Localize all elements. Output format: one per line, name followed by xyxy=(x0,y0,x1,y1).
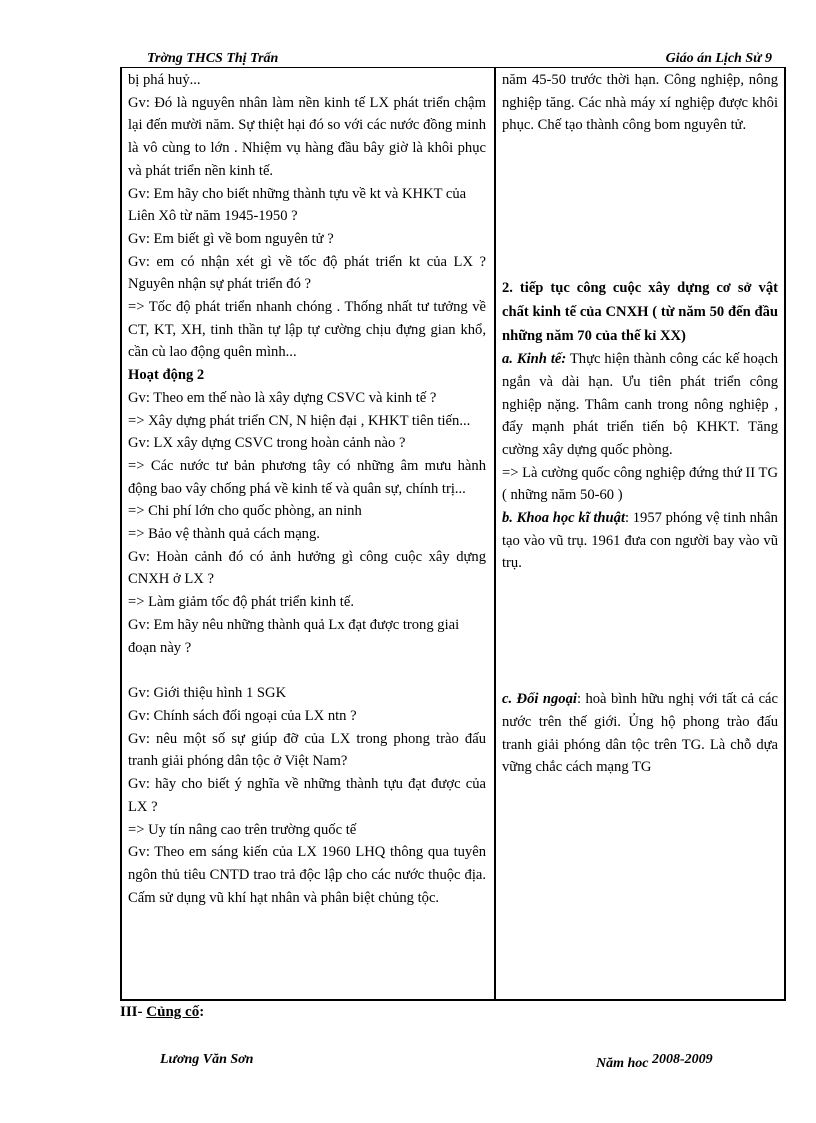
activity-2-heading: Hoạt động 2 xyxy=(128,367,205,384)
footer-year: 2008-2009 xyxy=(652,1052,713,1067)
footer-year-label: Năm hoc xyxy=(596,1056,649,1071)
section-3-colon: : xyxy=(199,1004,205,1020)
left-line-9: => Xây dựng phát triển CN, N hiện đại , KHKT tiên tiến... xyxy=(128,412,471,429)
left-line-17: Gv: Giới thiệu hình 1 SGK xyxy=(128,685,287,702)
economy-label: a. Kinh tế: xyxy=(502,351,567,368)
left-line-11: => Các nước tư bản phương tây có những âm mưu hành động bao vây chống phá về kinh tế và quân sự, chính trị... xyxy=(128,457,486,497)
foreign-policy-label: c. Đối ngoại xyxy=(502,691,577,708)
foreign-policy-paragraph xyxy=(502,688,778,779)
section-3-title: Củng cố xyxy=(146,1004,200,1020)
left-line-15: => Làm giảm tốc độ phát triển kinh tế. xyxy=(128,594,354,611)
header-school: Trờng THCS Thị Trấn xyxy=(147,51,279,66)
left-line-8: Gv: Theo em thế nào là xây dựng CSVC và kinh tế ? xyxy=(128,389,437,406)
section-2-title: 2. tiếp tục công cuộc xây dựng cơ sở vật chất kinh tế của CNXH ( từ năm 50 đến đầu những năm 70 của thế kỉ XX) xyxy=(502,280,778,345)
foreign-policy-text: : hoà bình hữu nghị với tất cả các nước trên thế giới. Ủng hộ phong trào đấu tranh giải phóng dân tộc trên TG. Là chỗ dựa vững chắc cách mạng TG xyxy=(502,691,779,776)
footer-author: Lương Văn Sơn xyxy=(160,1052,254,1067)
left-line-4: Gv: Em biết gì về bom nguyên tử ? xyxy=(128,230,334,247)
section-3-number: III- xyxy=(120,1004,143,1020)
footer-school-year xyxy=(596,1052,713,1072)
left-line-3: Gv: Em hãy cho biết những thành tựu về kt và KHKT của Liên Xô từ năm 1945-1950 ? xyxy=(128,185,467,225)
left-line-18: Gv: Chính sách đối ngoại của LX ntn ? xyxy=(128,707,357,724)
spacer xyxy=(502,137,778,276)
column-divider xyxy=(494,67,496,999)
teacher-activities-column xyxy=(128,69,486,909)
left-line-6: => Tốc độ phát triển nhanh chóng . Thống nhất tư tưởng về CT, KT, XH, tinh thần tự lập tự cường chịu đựng gian khổ, cần cù lao động quên mình... xyxy=(128,299,486,361)
left-line-16: Gv: Em hãy nêu những thành quả Lx đạt được trong giai đoạn này ? xyxy=(128,616,460,656)
right-para-4: => Là cường quốc công nghiệp đứng thứ II TG ( những năm 50-60 ) xyxy=(502,464,778,504)
left-line-22: Gv: Theo em sáng kiến của LX 1960 LHQ thông qua tuyên ngôn thủ tiêu CNTD trao trả độc lập cho các nước thuộc địa. Cấm sử dụng vũ khí hạt nhân và phân biệt chủng tộc. xyxy=(128,844,486,906)
spacer xyxy=(128,659,486,682)
left-line-5: Gv: em có nhận xét gì về tốc độ phát triển kt của LX ? Nguyên nhận sự phát triển đó ? xyxy=(128,253,486,293)
science-paragraph xyxy=(502,507,778,575)
left-line-12: => Chi phí lớn cho quốc phòng, an ninh xyxy=(128,503,362,520)
left-line-14: Gv: Hoàn cảnh đó có ảnh hưởng gì công cuộc xây dựng CNXH ở LX ? xyxy=(128,548,486,588)
left-line-2: Gv: Đó là nguyên nhân làm nền kinh tế LX phát triển chậm lại đến mười năm. Sự thiệt hại đó so với các nước đồng minh là vô cùng to lớn . Nhiệm vụ hàng đầu bây giờ là khôi phục và phát triển nền kinh tế. xyxy=(128,94,486,179)
header-subject: Giáo án Lịch Sử 9 xyxy=(665,51,772,66)
left-line-20: Gv: hãy cho biết ý nghĩa về những thành tựu đạt được của LX ? xyxy=(128,776,486,815)
left-line-10: Gv: LX xây dựng CSVC trong hoàn cảnh nào ? xyxy=(128,435,406,452)
economy-text: Thực hiện thành công các kế hoạch ngắn và dài hạn. Ưu tiên phát triển công nghiệp nặng. Thâm canh trong nông nghiệp , đẩy mạnh phát triển tiến bộ KHKT. Tăng cường xây dựng quốc phòng. xyxy=(502,351,779,458)
section-3-heading xyxy=(120,1004,204,1021)
science-label: b. Khoa học kĩ thuật xyxy=(502,510,625,527)
left-line-13: => Bảo vệ thành quả cách mạng. xyxy=(128,526,320,543)
lesson-table xyxy=(120,67,786,1001)
content-column xyxy=(502,69,778,779)
right-para-1: năm 45-50 trước thời hạn. Công nghiệp, nông nghiệp tăng. Các nhà máy xí nghiệp được khôi phục. Chế tạo thành công bom nguyên tử. xyxy=(502,72,778,134)
spacer xyxy=(502,575,778,688)
economy-paragraph xyxy=(502,348,778,462)
left-line-1: bị phá huỷ... xyxy=(128,72,201,88)
left-line-21: => Uy tín nâng cao trên trường quốc tế xyxy=(128,821,357,838)
left-line-19: Gv: nêu một số sự giúp đỡ của LX trong phong trào đấu tranh giải phóng dân tộc ở Việt Nam? xyxy=(128,730,486,770)
science-text: : 1957 phóng vệ tinh nhân tạo vào vũ trụ. 1961 đưa con người bay vào vũ trụ. xyxy=(502,510,778,572)
